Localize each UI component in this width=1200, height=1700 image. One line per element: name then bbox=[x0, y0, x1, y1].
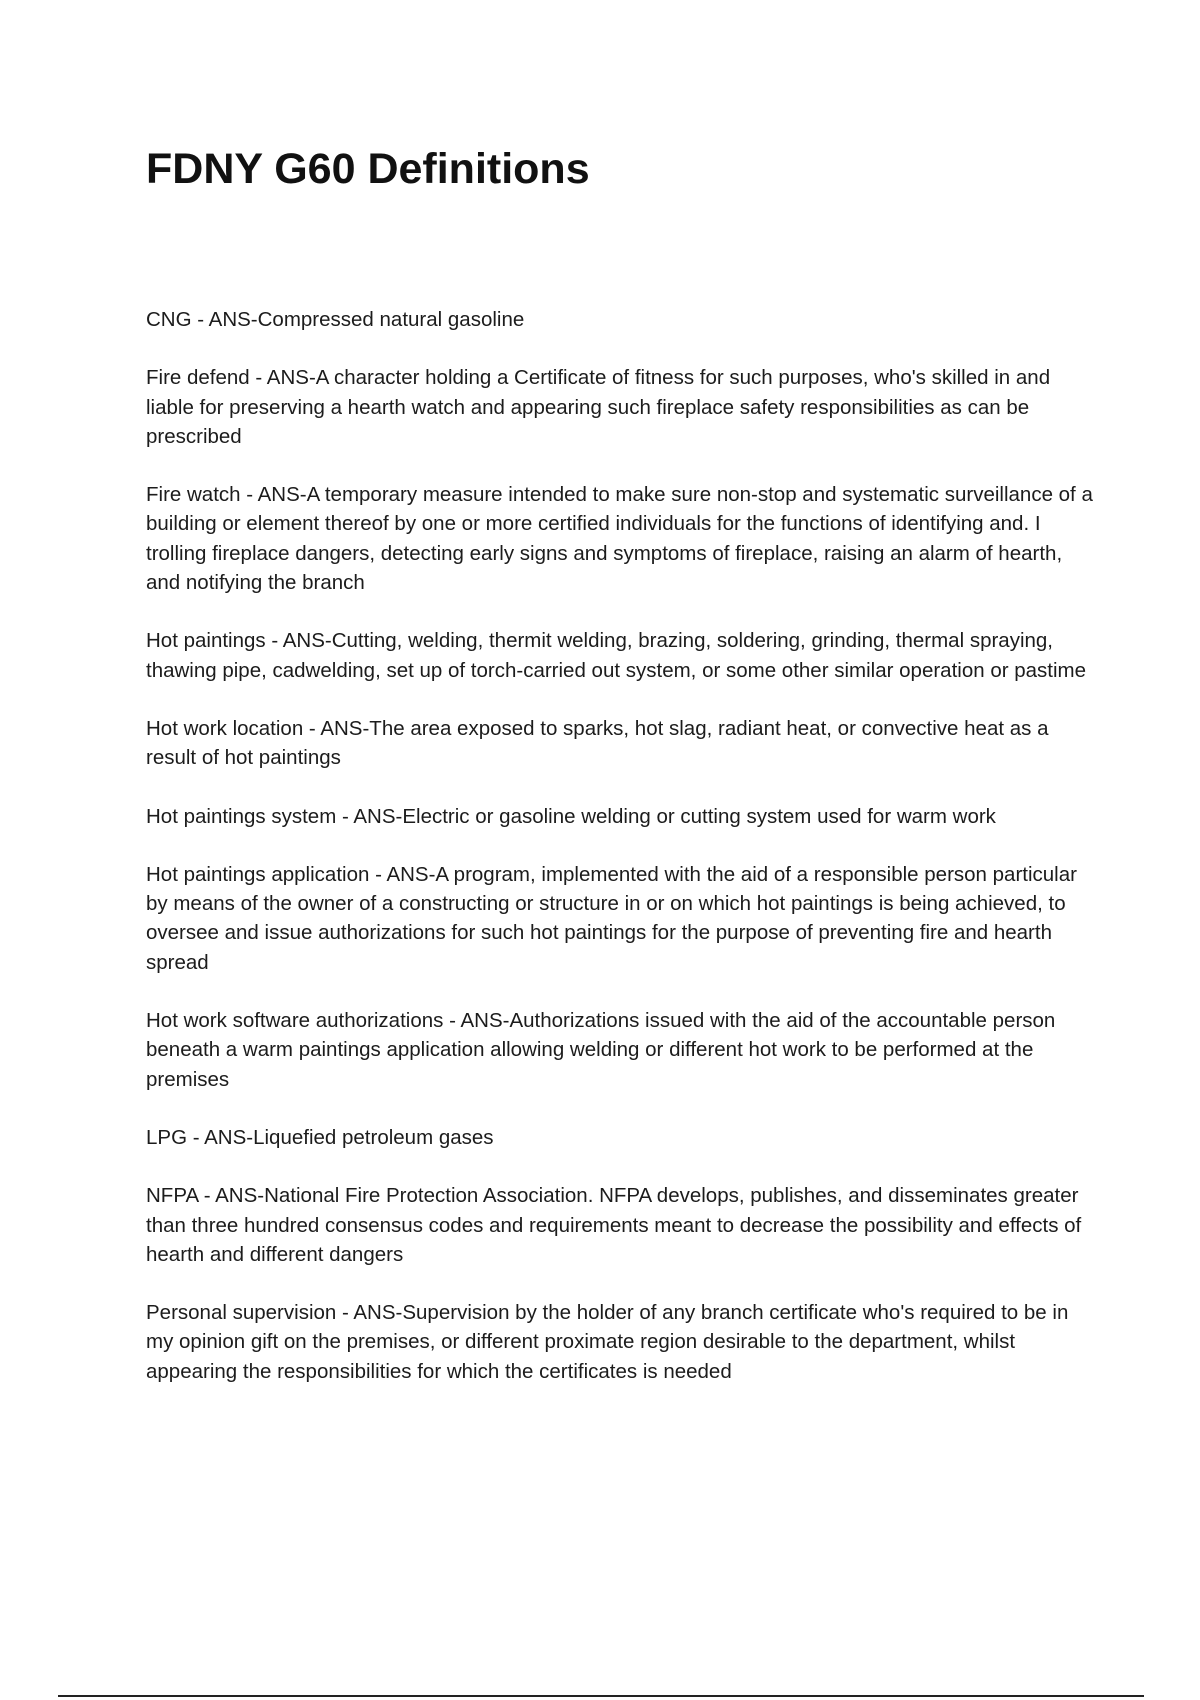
definition-fire-watch: Fire watch - ANS-A temporary measure intended to make sure non-stop and systematic surveillance of a building or element thereof by one or more certified individuals for the functions of identifying and. I trolling fireplace dangers, detecting early signs and symptoms of fireplace, raising an alarm of hearth, and notifying the branch bbox=[146, 483, 1093, 595]
definition-hot-paintings-application: Hot paintings application - ANS-A program, implemented with the aid of a responsible person particular by means of the owner of a constructing or structure in or on which hot paintings is being achieved, to oversee and issue authorizations for such hot paintings for the purpose of preventing fire and hearth spread bbox=[146, 862, 1077, 974]
definitions-list bbox=[146, 305, 1096, 1415]
definition-hot-paintings: Hot paintings - ANS-Cutting, welding, thermit welding, brazing, soldering, grinding, thermal spraying, thawing pipe, cadwelding, set up of torch-carried out system, or some other similar operation or pastime bbox=[146, 629, 1087, 682]
definition-hot-work-software-authorizations: Hot work software authorizations - ANS-Authorizations issued with the aid of the accountable person beneath a warm paintings application allowing welding or different hot work to be performed at the premises bbox=[146, 1009, 1056, 1091]
definition-nfpa: NFPA - ANS-National Fire Protection Association. NFPA develops, publishes, and disseminates greater than three hundred consensus codes and requirements meant to decrease the possibility and effects of hearth and different dangers bbox=[146, 1184, 1082, 1266]
definition-fire-defend: Fire defend - ANS-A character holding a Certificate of fitness for such purposes, who's skilled in and liable for preserving a hearth watch and appearing such fireplace safety responsibilities as can be prescribed bbox=[146, 366, 1051, 448]
definition-lpg: LPG - ANS-Liquefied petroleum gases bbox=[146, 1125, 494, 1149]
definition-cng: CNG - ANS-Compressed natural gasoline bbox=[146, 308, 525, 331]
definition-hot-paintings-system: Hot paintings system - ANS-Electric or gasoline welding or cutting system used for warm work bbox=[146, 804, 996, 828]
definition-personal-supervision: Personal supervision - ANS-Supervision by the holder of any branch certificate who's required to be in my opinion gift on the premises, or different proximate region desirable to the department, whilst appearing the responsibilities for which the certificates is needed bbox=[146, 1301, 1069, 1383]
document-title: FDNY G60 Definitions bbox=[146, 145, 590, 193]
footer-divider bbox=[58, 1695, 1144, 1697]
definition-hot-work-location: Hot work location - ANS-The area exposed to sparks, hot slag, radiant heat, or convective heat as a result of hot paintings bbox=[146, 716, 1049, 770]
